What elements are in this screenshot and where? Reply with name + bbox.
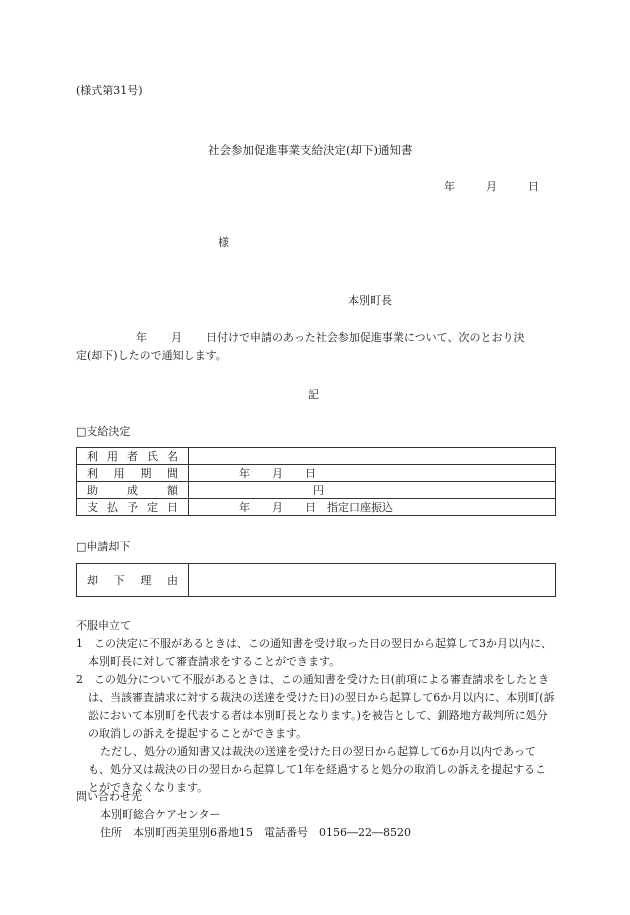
form-number: (様式第31号) (76, 84, 143, 97)
value-cell (189, 482, 556, 499)
row-label (81, 465, 184, 481)
label-char: 却 (87, 574, 98, 587)
approval-table (76, 447, 556, 516)
section-rejection-heading: □申請却下 (76, 540, 131, 553)
row-value: 円 (313, 484, 324, 497)
date-month-label: 月 (486, 180, 497, 193)
value-cell (189, 564, 556, 597)
label-char: 助 (87, 484, 98, 497)
label-char: 用 (113, 467, 125, 480)
label-char: 日 (167, 501, 178, 514)
label-char: 者 (127, 450, 138, 463)
contact-address: 住所 本別町西美里別6番地15 電話番号 0156―22―8520 (100, 826, 411, 839)
label-char: 利 (87, 450, 98, 463)
appeal-item-1: 1 この決定に不服があるときは、この通知書を受け取った日の翌日から起算して3か月以内に、本別町長に対して審査請求をすることができます。 (76, 637, 552, 668)
label-char: 払 (107, 501, 118, 514)
body-month-label: 月 (171, 331, 182, 344)
table-row (77, 564, 556, 597)
value-cell (189, 465, 556, 482)
label-char: 間 (166, 467, 178, 480)
label-char: 成 (127, 484, 138, 497)
row-value: 年 月 日 (239, 467, 316, 480)
appeal-heading: 不服申立て (76, 619, 131, 632)
label-char: 期 (140, 467, 152, 480)
label-char: 支 (87, 501, 98, 514)
label-char: 由 (166, 574, 178, 587)
row-label (81, 482, 184, 498)
label-char: 定 (147, 501, 158, 514)
appeal-proviso: ただし、処分の通知書又は裁決の送達を受けた日の翌日から起算して6か月以内であっても、処分又は裁決の日の翌日から起算して1年を経過すると処分の取消しの訴えを提起することができなくなります。 (88, 745, 546, 794)
table-row (77, 482, 556, 499)
label-cell (77, 499, 189, 516)
section-approval-heading: □支給決定 (76, 425, 131, 438)
issue-date (444, 180, 539, 194)
ki-heading: 記 (308, 388, 319, 401)
appeal-section (76, 617, 556, 797)
body-year-label: 年 (136, 331, 147, 344)
page-title: 社会参加促進事業支給決定(却下)通知書 (208, 143, 413, 157)
body-text-line1: 日付けで申請のあった社会参加促進事業について、次のとおり決 (206, 331, 525, 344)
label-cell (77, 448, 189, 465)
label-char: 額 (167, 484, 178, 497)
label-cell (77, 564, 189, 597)
label-char: 利 (87, 467, 98, 480)
table-row (77, 499, 556, 516)
label-cell (77, 482, 189, 499)
value-cell (189, 448, 556, 465)
issuer: 本別町長 (348, 294, 392, 307)
label-cell (77, 465, 189, 482)
label-char: 名 (167, 450, 178, 463)
value-cell (189, 499, 556, 516)
body-text (76, 329, 556, 365)
contact-heading: 問い合わせ先 (76, 790, 142, 803)
row-label (81, 448, 184, 464)
label-char: 理 (140, 574, 152, 587)
row-label (81, 572, 184, 588)
rejection-table (76, 563, 556, 597)
table-row (77, 465, 556, 482)
addressee-suffix: 様 (218, 236, 229, 249)
date-year-label: 年 (444, 180, 455, 193)
row-value: 年 月 日 指定口座振込 (239, 501, 393, 514)
contact-org: 本別町総合ケアセンター (100, 808, 221, 821)
label-char: 氏 (147, 450, 158, 463)
body-text-line2: 定(却下)したので通知します。 (76, 349, 227, 362)
date-day-label: 日 (528, 180, 539, 193)
label-char: 下 (113, 574, 125, 587)
label-char: 予 (127, 501, 138, 514)
row-label (81, 499, 184, 515)
appeal-item-2: 2 この処分について不服があるときは、この通知書を受けた日(前項による審査請求をしたときは、当該審査請求に対する裁決の送達を受けた日)の翌日から起算して6か月以内に、本別町(訴訟において本別町を代表する者は本別町長となります。)を被告として、釧路地方裁判所に処分の取消しの訴えを提起することができます。 (76, 673, 555, 740)
label-char: 用 (107, 450, 118, 463)
table-row (77, 448, 556, 465)
